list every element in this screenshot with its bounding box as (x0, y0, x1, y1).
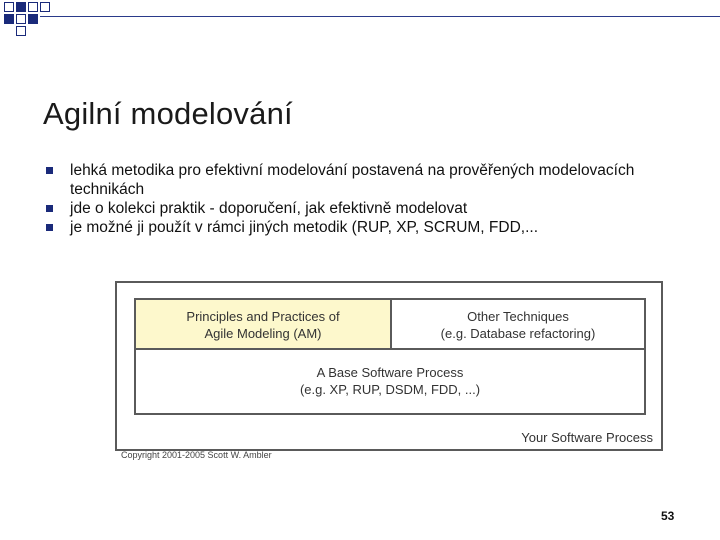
bullet-list (44, 161, 664, 237)
base-label-line2: (e.g. XP, RUP, DSDM, FDD, ...) (299, 382, 481, 397)
square-bullet-icon (46, 205, 53, 212)
decorative-square (28, 2, 38, 12)
decorative-square (4, 2, 14, 12)
decorative-square (28, 14, 38, 24)
bullet-item (44, 199, 664, 218)
top-divider-line (40, 16, 720, 17)
square-bullet-icon (46, 224, 53, 231)
decorative-square (4, 14, 14, 24)
agile-modeling-cell (136, 300, 392, 350)
decorative-square (16, 14, 26, 24)
other-label-line2: (e.g. Database refactoring) (440, 326, 596, 341)
decorative-square (16, 2, 26, 12)
decorative-square (16, 26, 26, 36)
other-label-line1: Other Techniques (467, 309, 569, 324)
copyright-note: Copyright 2001-2005 Scott W. Ambler (121, 450, 272, 460)
bullet-text: lehká metodika pro efektivní modelování postavená na prověřených modelovacích technikách (70, 162, 635, 198)
bullet-text: je možné ji použít v rámci jiných metodik (RUP, XP, SCRUM, FDD,... (70, 219, 539, 236)
outer-process-label: Your Software Process (521, 430, 653, 445)
decorative-square (40, 2, 50, 12)
bullet-item (44, 218, 664, 237)
bullet-item (44, 161, 664, 199)
inner-process-box (134, 298, 646, 415)
base-process-cell (136, 350, 644, 413)
base-label-line1: A Base Software Process (316, 365, 464, 380)
page-number: 53 (661, 509, 675, 523)
am-label-line2: Agile Modeling (AM) (204, 326, 322, 341)
software-process-diagram (115, 281, 663, 451)
bullet-text: jde o kolekci praktik - doporučení, jak efektivně modelovat (70, 200, 468, 217)
other-techniques-cell (392, 300, 644, 350)
square-bullet-icon (46, 167, 53, 174)
am-label-line1: Principles and Practices of (186, 309, 340, 324)
slide-title: Agilní modelování (43, 96, 293, 131)
